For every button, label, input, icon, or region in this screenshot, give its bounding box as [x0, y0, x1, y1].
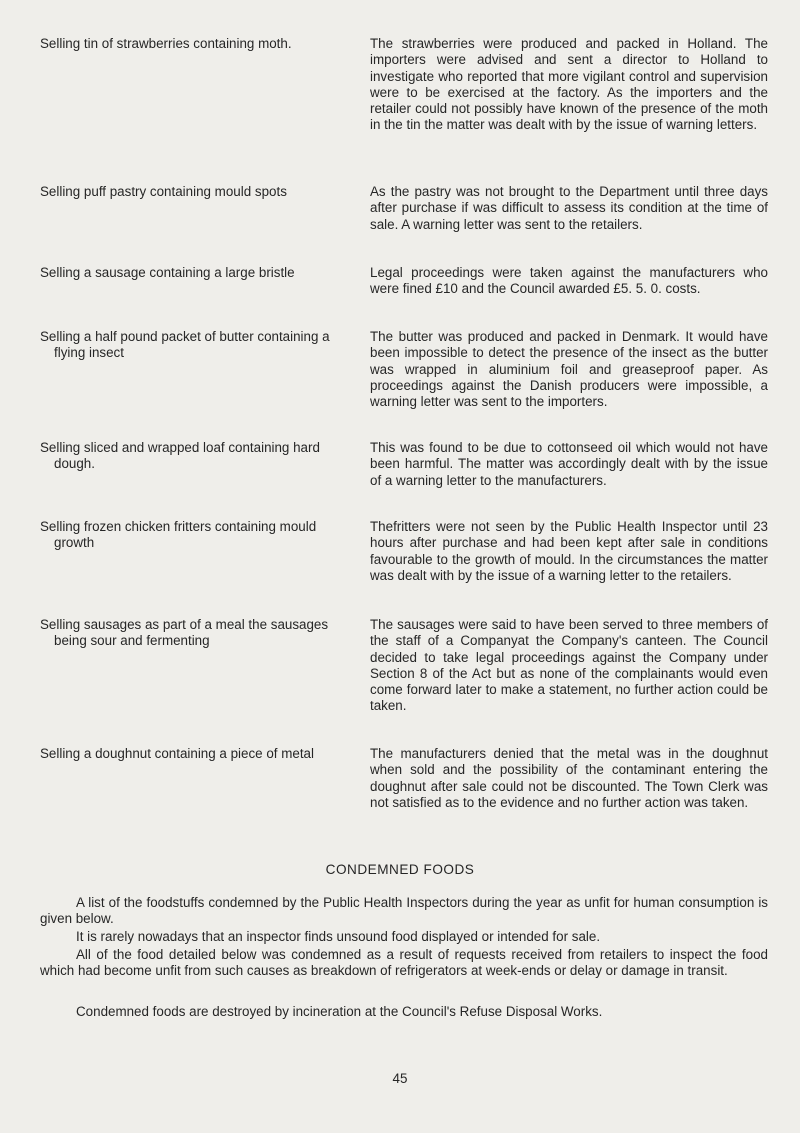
- action-text: The sausages were said to have been served to three members of the staff of a Companyat the Company's canteen. The Council decided to take legal proceedings against the Company under Section 8 of the Act but as none of the complainants would even come forward later to make a statement, no further action could be taken.: [370, 617, 768, 714]
- page-number: 45: [392, 1071, 408, 1086]
- offence-text: Selling a half pound packet of butter containing a flying insect: [40, 329, 330, 361]
- offence-text: Selling frozen chicken fritters containing mould growth: [40, 519, 317, 551]
- action-text: Legal proceedings were taken against the manufacturers who were fined £10 and the Council awarded £5. 5. 0. costs.: [370, 265, 768, 297]
- action-text: The strawberries were produced and packed in Holland. The importers were advised and sent a director to Holland to investigate who reported that more vigilant control and supervision were to be exercised at the factory. As the importers and the retailer could not possibly have known of the presence of the moth in the tin the matter was dealt with by the issue of warning letters.: [370, 36, 768, 133]
- paragraph: All of the food detailed below was condemned as a result of requests received from retailers to inspect the food which had become unfit from such causes as breakdown of refrigerators at week-ends or delay or damage in transit.: [40, 947, 768, 979]
- action-text: This was found to be due to cottonseed oil which would not have been harmful. The matter was accordingly dealt with by the issue of a warning letter to the manufacturers.: [370, 440, 768, 488]
- section-heading: CONDEMNED FOODS: [325, 862, 475, 877]
- offence-text: Selling a doughnut containing a piece of metal: [40, 746, 314, 761]
- offence-text: Selling a sausage containing a large bristle: [40, 265, 295, 280]
- action-text: As the pastry was not brought to the Department until three days after purchase if was difficult to assess its condition at the time of sale. A warning letter was sent to the retailers.: [370, 184, 768, 232]
- paragraph: Condemned foods are destroyed by incineration at the Council's Refuse Disposal Works.: [76, 1004, 603, 1019]
- offence-text: Selling tin of strawberries containing moth.: [40, 36, 292, 51]
- paragraph: It is rarely nowadays that an inspector finds unsound food displayed or intended for sale.: [76, 929, 601, 944]
- action-text: The butter was produced and packed in Denmark. It would have been impossible to detect the presence of the insect as the butter was wrapped in aluminium foil and greaseproof paper. As proceedings against the Danish producers were impossible, a warning letter was sent to the importers.: [370, 329, 768, 410]
- offence-text: Selling sliced and wrapped loaf containing hard dough.: [40, 440, 320, 472]
- action-text: The manufacturers denied that the metal was in the doughnut when sold and the possibility of the contaminant entering the doughnut after sale could not be discounted. The Town Clerk was not satisfied as to the evidence and no further action was taken.: [370, 746, 768, 810]
- action-text: Thefritters were not seen by the Public Health Inspector until 23 hours after purchase and had been kept after sale in conditions favourable to the growth of mould. In the circumstances the matter was dealt with by the issue of a warning letter to the retailers.: [370, 519, 768, 583]
- paragraph: A list of the foodstuffs condemned by the Public Health Inspectors during the year as unfit for human consumption is given below.: [40, 895, 768, 927]
- offence-text: Selling sausages as part of a meal the sausages being sour and fermenting: [40, 617, 329, 649]
- offence-text: Selling puff pastry containing mould spots: [40, 184, 287, 199]
